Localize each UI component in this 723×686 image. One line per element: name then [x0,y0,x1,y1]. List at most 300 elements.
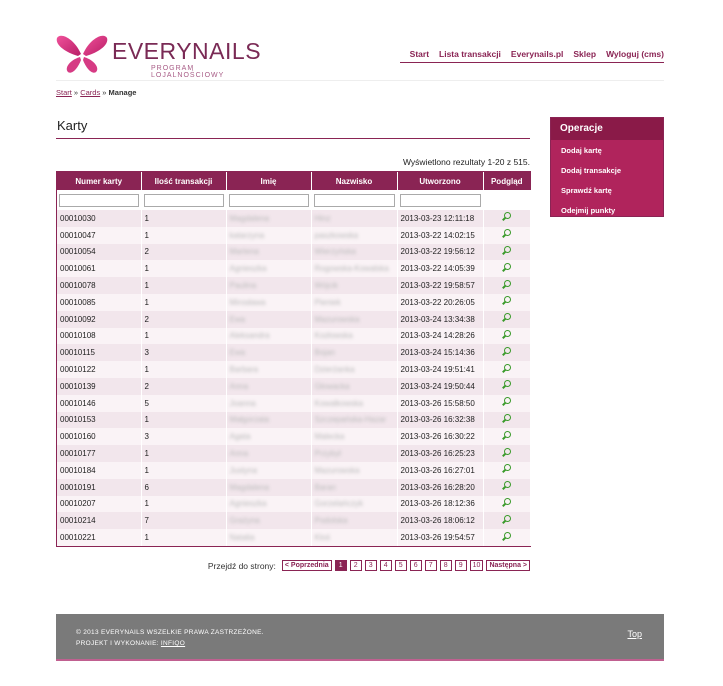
transactions-cell [141,210,226,227]
created-cell-text: 2013-03-22 14:05:39 [400,264,475,274]
last-name-cell-text: Rogowska-Kowalska [314,264,389,274]
table-row [57,378,530,395]
filter-transactions-input[interactable] [144,194,224,207]
first-name-cell [226,412,311,429]
created-cell-text: 2013-03-26 19:54:57 [400,533,475,543]
last-name-cell-text: Kloś [314,533,331,543]
created-cell [397,361,483,378]
table-row [57,311,530,328]
last-name-cell-text: Kozłowska [314,331,353,341]
transactions-cell [141,361,226,378]
column-header-first-name[interactable]: Imię [226,172,311,190]
last-name-cell-text: Baran [314,482,336,492]
transactions-cell-text: 6 [144,482,149,492]
table-row [57,395,530,412]
column-header-transactions[interactable]: Ilość transakcji [141,172,226,190]
created-cell [397,260,483,277]
preview-cell [483,210,530,227]
card-number-cell-text: 00010207 [60,499,96,509]
filter-cell [141,190,226,210]
card-number-cell-text: 00010078 [60,281,96,291]
last-name-cell-text: Kowalkowska [314,398,363,408]
filter-last-name-input[interactable] [314,194,395,207]
magnifier-icon[interactable] [501,515,511,525]
transactions-cell [141,462,226,479]
created-cell [397,512,483,529]
card-number-cell-text: 00010160 [60,432,96,442]
footer-credit-label: PROJEKT I WYKONANIE: [76,640,161,647]
breadcrumb [56,88,136,97]
breadcrumb-separator: » [100,88,109,97]
created-cell [397,428,483,445]
nav-shop[interactable]: Sklep [573,49,597,59]
preview-cell [483,479,530,496]
first-name-cell-text: Anna [229,449,249,459]
page-5-button[interactable]: 5 [395,560,407,571]
card-number-cell [57,277,141,294]
preview-cell [483,512,530,529]
card-number-cell-text: 00010191 [60,482,96,492]
magnifier-icon[interactable] [501,364,511,374]
table-row [57,496,530,513]
first-name-cell [226,244,311,261]
preview-cell [483,496,530,513]
card-number-cell [57,244,141,261]
last-name-cell-text: Głowacka [314,381,350,391]
table-row [57,479,530,496]
last-name-cell [311,479,397,496]
header-divider [56,80,664,81]
last-name-cell-text: Malecka [314,432,345,442]
card-number-cell [57,361,141,378]
sidebar-title: Operacje [551,118,663,140]
created-cell [397,294,483,311]
pagination [56,560,530,571]
transactions-cell [141,479,226,496]
breadcrumb-start[interactable]: Start [56,88,72,97]
preview-cell [483,244,530,261]
butterfly-logo-icon [56,32,108,76]
filter-cell [311,190,397,210]
card-number-cell-text: 00010085 [60,297,96,307]
pagination-label: Przejdź do strony: [207,560,276,571]
card-number-cell [57,260,141,277]
footer [56,614,664,661]
column-header-card-number[interactable]: Numer karty [57,172,141,190]
last-name-cell-text: Gorzelańczyk [314,499,363,509]
sidebar-item-add-transaction[interactable]: Dodaj transakcje [561,165,622,175]
first-name-cell-text: Ewa [229,348,246,358]
transactions-cell-text: 1 [144,415,149,425]
first-name-cell-text: Justyna [229,465,258,475]
created-cell-text: 2013-03-26 18:12:36 [400,499,475,509]
magnifier-icon[interactable] [501,532,511,542]
magnifier-icon[interactable] [501,380,511,390]
preview-cell [483,462,530,479]
card-number-cell-text: 00010054 [60,247,96,257]
first-name-cell-text: Martena [229,247,259,257]
card-number-cell [57,529,141,546]
first-name-cell [226,227,311,244]
first-name-cell-text: Małgorzata [229,415,270,425]
last-name-cell-text: Bojan [314,348,335,358]
transactions-cell [141,395,226,412]
column-header-preview: Podgląd [483,172,530,190]
created-cell [397,244,483,261]
footer-credit-link[interactable]: INFIQO [160,640,186,647]
filter-cell [226,190,311,210]
transactions-cell [141,328,226,345]
magnifier-icon[interactable] [501,313,511,323]
transactions-cell-text: 7 [144,516,149,526]
card-number-cell-text: 00010108 [60,331,96,341]
first-name-cell [226,294,311,311]
card-number-cell-text: 00010146 [60,398,96,408]
first-name-cell [226,479,311,496]
breadcrumb-current: Manage [108,88,137,97]
created-cell-text: 2013-03-26 16:32:38 [400,415,475,425]
card-number-cell [57,512,141,529]
logo[interactable] [56,32,266,79]
created-cell-text: 2013-03-24 13:34:38 [400,314,475,324]
magnifier-icon[interactable] [501,296,511,306]
table-row [57,462,530,479]
magnifier-icon[interactable] [501,464,511,474]
card-number-cell-text: 00010092 [60,314,96,324]
transactions-cell [141,344,226,361]
transactions-cell-text: 1 [144,264,149,274]
created-cell-text: 2013-03-24 15:14:36 [400,348,475,358]
transactions-cell-text: 5 [144,398,149,408]
created-cell-text: 2013-03-22 19:58:57 [400,281,475,291]
created-cell-text: 2013-03-22 14:02:15 [400,230,475,240]
first-name-cell [226,344,311,361]
created-cell-text: 2013-03-24 19:51:41 [400,365,475,375]
preview-cell [483,428,530,445]
table-row [57,445,530,462]
sidebar-item-add-card[interactable]: Dodaj kartę [561,145,602,155]
card-number-cell [57,344,141,361]
filter-cell [57,190,141,210]
last-name-cell-text: Pieniek [314,297,341,307]
page-number-list [335,560,484,571]
footer-copyright: © 2013 EVERYNAILS WSZELKIE PRAWA ZASTRZEŻONE. [76,629,264,636]
first-name-cell-text: Grażyna [229,516,260,526]
last-name-cell-text: Wierzyńska [314,247,356,257]
transactions-cell-text: 2 [144,381,149,391]
page-2-button[interactable]: 2 [350,560,362,571]
card-number-cell [57,496,141,513]
card-number-cell [57,462,141,479]
magnifier-icon[interactable] [501,498,511,508]
created-cell [397,328,483,345]
column-header-last-name[interactable]: Nazwisko [311,172,397,190]
preview-cell [483,260,530,277]
preview-cell [483,529,530,546]
back-to-top-link[interactable]: Top [627,629,642,639]
transactions-cell-text: 1 [144,230,149,240]
last-name-cell [311,445,397,462]
created-cell [397,529,483,546]
preview-cell [483,344,530,361]
created-cell-text: 2013-03-23 12:11:18 [400,213,475,223]
created-cell [397,210,483,227]
preview-cell [483,294,530,311]
page-title: Karty [57,118,88,133]
transactions-cell-text: 1 [144,297,149,307]
first-name-cell [226,445,311,462]
card-number-cell-text: 00010030 [60,213,96,223]
card-number-cell [57,378,141,395]
created-cell-text: 2013-03-22 20:26:05 [400,297,475,307]
page-6-button[interactable]: 6 [410,560,422,571]
first-name-cell [226,311,311,328]
magnifier-icon[interactable] [501,280,511,290]
card-number-cell-text: 00010184 [60,465,96,475]
created-cell-text: 2013-03-26 16:25:23 [400,449,475,459]
first-name-cell-text: Magdalena [229,213,270,223]
footer-credit [76,640,185,647]
created-cell [397,395,483,412]
first-name-cell [226,328,311,345]
last-name-cell [311,395,397,412]
first-name-cell [226,395,311,412]
transactions-cell [141,378,226,395]
created-cell-text: 2013-03-26 18:06:12 [400,516,475,526]
card-number-cell [57,328,141,345]
magnifier-icon[interactable] [501,397,511,407]
magnifier-icon[interactable] [501,212,511,222]
transactions-cell [141,529,226,546]
preview-cell [483,311,530,328]
magnifier-icon[interactable] [501,448,511,458]
magnifier-icon[interactable] [501,246,511,256]
first-name-cell [226,529,311,546]
transactions-cell [141,445,226,462]
magnifier-icon[interactable] [501,414,511,424]
created-cell-text: 2013-03-24 14:28:26 [400,331,475,341]
card-number-cell-text: 00010047 [60,230,96,240]
preview-cell [483,378,530,395]
transactions-cell-text: 2 [144,314,149,324]
first-name-cell [226,277,311,294]
preview-cell [483,395,530,412]
created-cell-text: 2013-03-26 15:58:50 [400,398,475,408]
last-name-cell [311,344,397,361]
last-name-cell [311,210,397,227]
page-8-button[interactable]: 8 [440,560,452,571]
breadcrumb-separator: » [71,88,81,97]
nav-logout[interactable]: Wyloguj (cms) [606,49,664,59]
card-number-cell-text: 00010122 [60,365,96,375]
first-name-cell [226,378,311,395]
first-name-cell [226,428,311,445]
first-name-cell [226,260,311,277]
magnifier-icon[interactable] [501,431,511,441]
last-name-cell [311,260,397,277]
transactions-cell [141,428,226,445]
card-number-cell-text: 00010153 [60,415,96,425]
first-name-cell-text: Agnieszka [229,499,267,509]
last-name-cell [311,244,397,261]
card-number-cell-text: 00010214 [60,516,96,526]
preview-cell [483,412,530,429]
operations-sidebar [550,117,664,217]
table-row [57,428,530,445]
last-name-cell-text: Wójcik [314,281,339,291]
page-3-button[interactable]: 3 [365,560,377,571]
transactions-cell-text: 1 [144,449,149,459]
card-number-cell [57,294,141,311]
transactions-cell-text: 1 [144,465,149,475]
created-cell-text: 2013-03-26 16:28:20 [400,482,475,492]
page-1-button[interactable]: 1 [335,560,347,571]
transactions-cell [141,227,226,244]
first-name-cell-text: Agnieszka [229,264,267,274]
transactions-cell [141,260,226,277]
table-row [57,227,530,244]
filter-cell [483,190,530,210]
last-name-cell [311,361,397,378]
last-name-cell-text: Mazurowska [314,465,360,475]
transactions-cell [141,294,226,311]
top-nav [400,49,664,63]
last-name-cell [311,227,397,244]
first-name-cell-text: Paulina [229,281,257,291]
last-name-cell-text: paszkowska [314,230,359,240]
created-cell-text: 2013-03-26 16:30:22 [400,432,475,442]
transactions-cell-text: 1 [144,331,149,341]
created-cell [397,496,483,513]
card-number-cell [57,311,141,328]
first-name-cell-text: Agata [229,432,251,442]
card-number-cell [57,210,141,227]
sidebar-item-check-card[interactable]: Sprawdź kartę [561,185,612,195]
title-divider [56,138,530,139]
table-row [57,244,530,261]
last-name-cell [311,412,397,429]
created-cell [397,277,483,294]
sidebar-item-subtract-points[interactable]: Odejmij punkty [561,205,616,215]
magnifier-icon[interactable] [501,263,511,273]
filter-card-number-input[interactable] [59,194,139,207]
card-number-cell-text: 00010061 [60,264,96,274]
first-name-cell-text: Natalia [229,533,255,543]
last-name-cell [311,277,397,294]
card-number-cell-text: 00010177 [60,449,96,459]
prev-page-button[interactable]: < Poprzednia [282,560,332,571]
transactions-cell [141,311,226,328]
created-cell [397,344,483,361]
page-10-button[interactable]: 10 [470,560,484,571]
filter-cell [397,190,483,210]
header [56,32,664,78]
card-number-cell-text: 00010139 [60,381,96,391]
created-cell-text: 2013-03-24 19:50:44 [400,381,475,391]
transactions-cell-text: 2 [144,247,149,257]
table-row [57,344,530,361]
created-cell [397,227,483,244]
last-name-cell [311,328,397,345]
last-name-cell-text: Szczepańska-Hazar [314,415,387,425]
transactions-cell-text: 1 [144,533,149,543]
last-name-cell [311,512,397,529]
page-4-button[interactable]: 4 [380,560,392,571]
last-name-cell-text: Hinz [314,213,331,223]
card-number-cell [57,479,141,496]
card-number-cell [57,445,141,462]
brand-subtitle: PROGRAM LOJALNOŚCIOWY [151,65,225,79]
last-name-cell-text: Podolska [314,516,348,526]
first-name-cell [226,462,311,479]
transactions-cell-text: 1 [144,213,149,223]
first-name-cell-text: Barbara [229,365,258,375]
table-row [57,512,530,529]
first-name-cell [226,361,311,378]
next-page-button[interactable]: Następna > [486,560,530,571]
breadcrumb-cards[interactable]: Cards [80,88,101,97]
first-name-cell-text: Magdalena [229,482,270,492]
magnifier-icon[interactable] [501,229,511,239]
preview-cell [483,277,530,294]
created-cell [397,462,483,479]
table-row [57,529,530,546]
transactions-cell [141,244,226,261]
column-header-created[interactable]: Utworzono [397,172,483,190]
table-row [57,412,530,429]
nav-everynails[interactable]: Everynails.pl [510,49,564,59]
brand-name: EVERYNAILS [112,38,262,64]
card-number-cell [57,227,141,244]
table-row [57,260,530,277]
transactions-cell-text: 3 [144,432,149,442]
magnifier-icon[interactable] [501,481,511,491]
transactions-cell-text: 3 [144,348,149,358]
first-name-cell-text: Mirosława [229,297,266,307]
page-9-button[interactable]: 9 [455,560,467,571]
nav-transactions[interactable]: Lista transakcji [439,49,501,59]
preview-cell [483,328,530,345]
last-name-cell-text: Mazurowska [314,314,360,324]
last-name-cell [311,311,397,328]
first-name-cell-text: Ewa [229,314,246,324]
nav-start[interactable]: Start [409,49,430,59]
created-cell [397,412,483,429]
card-number-cell [57,428,141,445]
first-name-cell [226,512,311,529]
filter-first-name-input[interactable] [229,194,309,207]
magnifier-icon[interactable] [501,330,511,340]
magnifier-icon[interactable] [501,347,511,357]
transactions-cell-text: 1 [144,365,149,375]
transactions-cell [141,277,226,294]
page-7-button[interactable]: 7 [425,560,437,571]
table-row [57,328,530,345]
filter-created-input[interactable] [400,194,481,207]
preview-cell [483,361,530,378]
created-cell [397,479,483,496]
last-name-cell [311,496,397,513]
preview-cell [483,227,530,244]
transactions-cell-text: 1 [144,499,149,509]
first-name-cell [226,210,311,227]
last-name-cell [311,378,397,395]
table-row [57,361,530,378]
last-name-cell-text: Dzierżanka [314,365,355,375]
created-cell [397,378,483,395]
created-cell [397,445,483,462]
transactions-cell [141,496,226,513]
